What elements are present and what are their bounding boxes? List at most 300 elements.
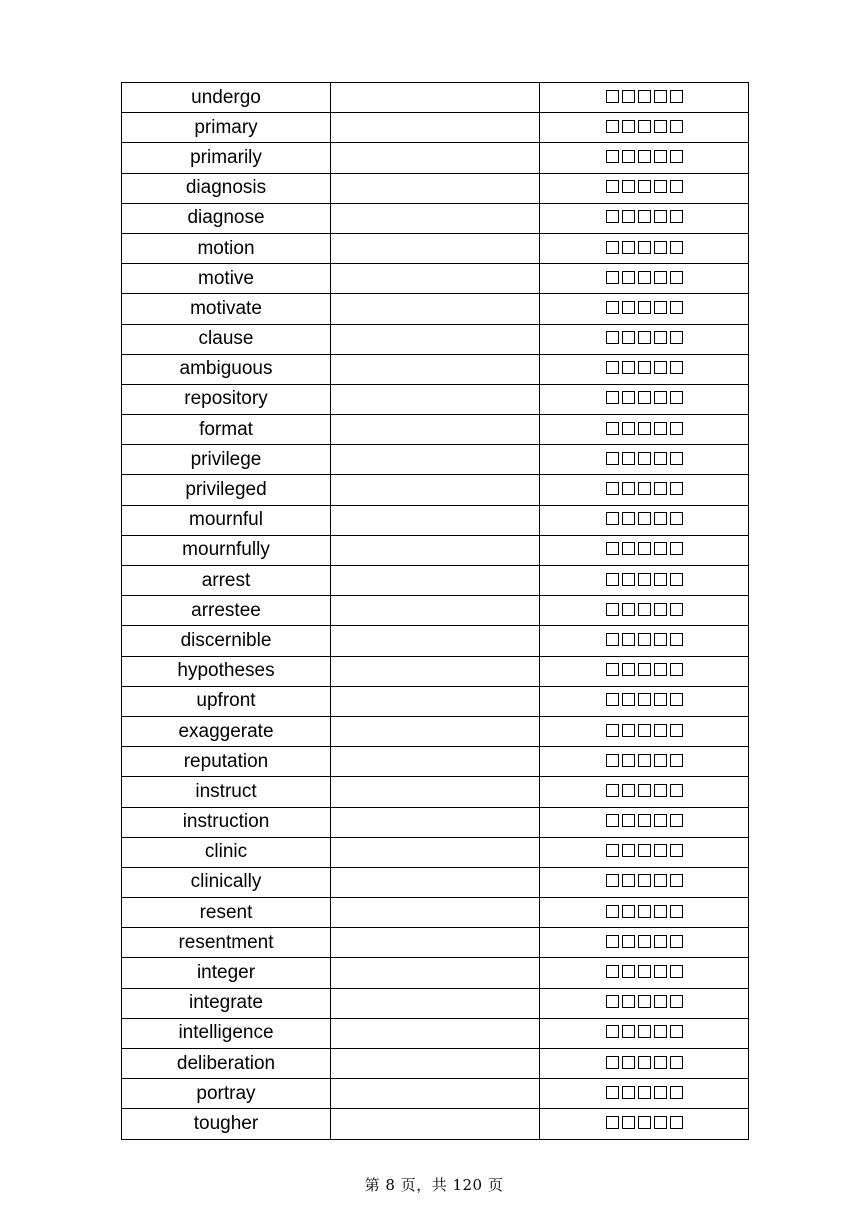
word-cell: undergo (122, 83, 331, 113)
checkbox-square (654, 905, 667, 918)
table-row (122, 777, 749, 807)
checkbox-square (622, 844, 635, 857)
checkbox-square (638, 1056, 651, 1069)
checkbox-square (622, 905, 635, 918)
table-row (122, 626, 749, 656)
checkbox-square (654, 1116, 667, 1129)
checkbox-square (670, 391, 683, 404)
checkbox-square (606, 391, 619, 404)
checkbox-square (654, 663, 667, 676)
checkbox-square (654, 90, 667, 103)
word-cell: mournfully (122, 535, 331, 565)
check-boxes (606, 1024, 683, 1040)
checkbox-square (638, 120, 651, 133)
check-boxes (606, 450, 683, 466)
meaning-cell (331, 415, 540, 445)
check-boxes (606, 269, 683, 285)
check-boxes-cell (540, 958, 749, 988)
meaning-cell (331, 354, 540, 384)
checkbox-square (638, 452, 651, 465)
checkbox-square (622, 391, 635, 404)
checkbox-square (654, 784, 667, 797)
word-cell: tougher (122, 1109, 331, 1139)
checkbox-square (622, 1056, 635, 1069)
checkbox-square (606, 935, 619, 948)
checkbox-square (638, 331, 651, 344)
check-boxes-cell (540, 837, 749, 867)
checkbox-square (606, 1025, 619, 1038)
meaning-cell (331, 988, 540, 1018)
check-boxes (606, 541, 683, 557)
table-row (122, 1109, 749, 1139)
checkbox-square (638, 935, 651, 948)
checkbox-square (622, 452, 635, 465)
checkbox-square (670, 422, 683, 435)
meaning-cell (331, 505, 540, 535)
checkbox-square (606, 210, 619, 223)
check-boxes (606, 88, 683, 104)
table-row (122, 264, 749, 294)
table-row (122, 505, 749, 535)
checkbox-square (670, 905, 683, 918)
checkbox-square (606, 784, 619, 797)
checkbox-square (638, 391, 651, 404)
checkbox-square (622, 150, 635, 163)
checkbox-square (638, 995, 651, 1008)
word-cell: arrest (122, 566, 331, 596)
checkbox-square (638, 874, 651, 887)
checkbox-square (654, 241, 667, 254)
check-boxes-cell (540, 656, 749, 686)
checkbox-square (654, 301, 667, 314)
checkbox-square (670, 271, 683, 284)
checkbox-square (606, 995, 619, 1008)
check-boxes-cell (540, 596, 749, 626)
checkbox-square (606, 422, 619, 435)
check-boxes (606, 964, 683, 980)
checkbox-square (622, 814, 635, 827)
checkbox-square (654, 361, 667, 374)
word-cell: motivate (122, 294, 331, 324)
check-boxes (606, 1114, 683, 1130)
word-cell: mournful (122, 505, 331, 535)
table-row (122, 294, 749, 324)
checkbox-square (670, 633, 683, 646)
checkbox-square (670, 301, 683, 314)
check-boxes-cell (540, 1109, 749, 1139)
checkbox-square (638, 1116, 651, 1129)
checkbox-square (670, 210, 683, 223)
checkbox-square (638, 663, 651, 676)
checkbox-square (622, 331, 635, 344)
check-boxes (606, 179, 683, 195)
checkbox-square (606, 241, 619, 254)
table-row (122, 354, 749, 384)
vocabulary-table-body (122, 83, 749, 1140)
word-cell: deliberation (122, 1049, 331, 1079)
check-boxes (606, 782, 683, 798)
checkbox-square (654, 1056, 667, 1069)
meaning-cell (331, 898, 540, 928)
checkbox-square (654, 1025, 667, 1038)
meaning-cell (331, 566, 540, 596)
word-cell: resentment (122, 928, 331, 958)
checkbox-square (606, 180, 619, 193)
check-boxes (606, 601, 683, 617)
checkbox-square (622, 573, 635, 586)
checkbox-square (606, 1086, 619, 1099)
checkbox-square (670, 1116, 683, 1129)
checkbox-square (606, 1056, 619, 1069)
checkbox-square (654, 542, 667, 555)
check-boxes-cell (540, 747, 749, 777)
checkbox-square (622, 180, 635, 193)
meaning-cell (331, 1018, 540, 1048)
page-number-footer: 第 8 页，共 120 页 (364, 1176, 504, 1194)
check-boxes (606, 752, 683, 768)
checkbox-square (606, 844, 619, 857)
checkbox-square (606, 874, 619, 887)
checkbox-square (606, 361, 619, 374)
checkbox-square (654, 995, 667, 1008)
check-boxes-cell (540, 324, 749, 354)
word-cell: primary (122, 113, 331, 143)
check-boxes (606, 692, 683, 708)
checkbox-square (670, 965, 683, 978)
check-boxes-cell (540, 354, 749, 384)
check-boxes (606, 390, 683, 406)
word-cell: clinic (122, 837, 331, 867)
meaning-cell (331, 233, 540, 263)
checkbox-square (638, 512, 651, 525)
checkbox-square (654, 603, 667, 616)
meaning-cell (331, 83, 540, 113)
check-boxes-cell (540, 233, 749, 263)
check-boxes-cell (540, 203, 749, 233)
table-row (122, 686, 749, 716)
meaning-cell (331, 777, 540, 807)
checkbox-square (622, 482, 635, 495)
table-row (122, 445, 749, 475)
checkbox-square (670, 814, 683, 827)
checkbox-square (622, 603, 635, 616)
table-row (122, 1049, 749, 1079)
check-boxes (606, 571, 683, 587)
table-row (122, 566, 749, 596)
checkbox-square (606, 724, 619, 737)
table-row (122, 867, 749, 897)
word-cell: discernible (122, 626, 331, 656)
meaning-cell (331, 264, 540, 294)
word-cell: arrestee (122, 596, 331, 626)
meaning-cell (331, 656, 540, 686)
meaning-cell (331, 143, 540, 173)
table-row (122, 324, 749, 354)
checkbox-square (606, 965, 619, 978)
checkbox-square (606, 1116, 619, 1129)
word-cell: integer (122, 958, 331, 988)
meaning-cell (331, 475, 540, 505)
check-boxes-cell (540, 445, 749, 475)
table-row (122, 535, 749, 565)
table-row (122, 596, 749, 626)
word-cell: upfront (122, 686, 331, 716)
check-boxes (606, 481, 683, 497)
table-row (122, 898, 749, 928)
meaning-cell (331, 747, 540, 777)
checkbox-square (606, 301, 619, 314)
word-cell: repository (122, 384, 331, 414)
checkbox-square (670, 482, 683, 495)
meaning-cell (331, 807, 540, 837)
word-cell: primarily (122, 143, 331, 173)
word-cell: exaggerate (122, 716, 331, 746)
checkbox-square (622, 361, 635, 374)
meaning-cell (331, 445, 540, 475)
checkbox-square (606, 603, 619, 616)
meaning-cell (331, 716, 540, 746)
checkbox-square (638, 965, 651, 978)
word-cell: diagnose (122, 203, 331, 233)
checkbox-square (670, 512, 683, 525)
check-boxes-cell (540, 626, 749, 656)
checkbox-square (670, 331, 683, 344)
check-boxes-cell (540, 143, 749, 173)
checkbox-square (622, 271, 635, 284)
word-cell: reputation (122, 747, 331, 777)
checkbox-square (670, 754, 683, 767)
meaning-cell (331, 928, 540, 958)
check-boxes (606, 1084, 683, 1100)
checkbox-square (606, 905, 619, 918)
checkbox-square (606, 814, 619, 827)
checkbox-square (670, 542, 683, 555)
checkbox-square (622, 874, 635, 887)
checkbox-square (654, 180, 667, 193)
check-boxes (606, 511, 683, 527)
check-boxes (606, 903, 683, 919)
checkbox-square (670, 874, 683, 887)
check-boxes-cell (540, 505, 749, 535)
word-cell: motive (122, 264, 331, 294)
table-row (122, 807, 749, 837)
checkbox-square (622, 1116, 635, 1129)
checkbox-square (670, 603, 683, 616)
meaning-cell (331, 837, 540, 867)
word-cell: resent (122, 898, 331, 928)
checkbox-square (670, 935, 683, 948)
meaning-cell (331, 384, 540, 414)
checkbox-square (606, 663, 619, 676)
checkbox-square (654, 1086, 667, 1099)
table-row (122, 83, 749, 113)
check-boxes-cell (540, 988, 749, 1018)
checkbox-square (670, 784, 683, 797)
checkbox-square (606, 482, 619, 495)
word-cell: integrate (122, 988, 331, 1018)
checkbox-square (622, 633, 635, 646)
checkbox-square (638, 542, 651, 555)
checkbox-square (622, 120, 635, 133)
checkbox-square (638, 1025, 651, 1038)
check-boxes (606, 209, 683, 225)
check-boxes-cell (540, 807, 749, 837)
checkbox-square (638, 271, 651, 284)
checkbox-square (654, 422, 667, 435)
table-row (122, 173, 749, 203)
check-boxes (606, 722, 683, 738)
checkbox-square (654, 965, 667, 978)
word-cell: privilege (122, 445, 331, 475)
table-row (122, 837, 749, 867)
table-row (122, 475, 749, 505)
checkbox-square (638, 301, 651, 314)
checkbox-square (622, 301, 635, 314)
checkbox-square (670, 150, 683, 163)
table-row (122, 1018, 749, 1048)
checkbox-square (670, 361, 683, 374)
checkbox-square (670, 1086, 683, 1099)
checkbox-square (622, 935, 635, 948)
checkbox-square (670, 1025, 683, 1038)
checkbox-square (622, 724, 635, 737)
table-row (122, 384, 749, 414)
checkbox-square (638, 603, 651, 616)
check-boxes-cell (540, 898, 749, 928)
check-boxes-cell (540, 384, 749, 414)
checkbox-square (638, 784, 651, 797)
word-cell: privileged (122, 475, 331, 505)
table-row (122, 143, 749, 173)
checkbox-square (670, 573, 683, 586)
check-boxes (606, 631, 683, 647)
check-boxes (606, 873, 683, 889)
checkbox-square (638, 90, 651, 103)
checkbox-square (654, 482, 667, 495)
checkbox-square (670, 724, 683, 737)
checkbox-square (622, 965, 635, 978)
vocabulary-table (121, 82, 749, 1140)
check-boxes (606, 662, 683, 678)
checkbox-square (654, 935, 667, 948)
checkbox-square (622, 754, 635, 767)
table-row (122, 656, 749, 686)
check-boxes-cell (540, 173, 749, 203)
checkbox-square (622, 241, 635, 254)
checkbox-square (622, 542, 635, 555)
checkbox-square (638, 573, 651, 586)
meaning-cell (331, 203, 540, 233)
checkbox-square (606, 452, 619, 465)
word-cell: clinically (122, 867, 331, 897)
meaning-cell (331, 324, 540, 354)
checkbox-square (638, 754, 651, 767)
checkbox-square (638, 150, 651, 163)
table-row (122, 928, 749, 958)
check-boxes-cell (540, 867, 749, 897)
checkbox-square (622, 90, 635, 103)
checkbox-square (622, 784, 635, 797)
checkbox-square (638, 814, 651, 827)
table-row (122, 988, 749, 1018)
check-boxes-cell (540, 566, 749, 596)
table-row (122, 113, 749, 143)
table-row (122, 415, 749, 445)
meaning-cell (331, 173, 540, 203)
checkbox-square (654, 693, 667, 706)
checkbox-square (654, 512, 667, 525)
check-boxes (606, 420, 683, 436)
check-boxes (606, 299, 683, 315)
checkbox-square (622, 663, 635, 676)
meaning-cell (331, 535, 540, 565)
check-boxes-cell (540, 113, 749, 143)
check-boxes-cell (540, 535, 749, 565)
checkbox-square (606, 693, 619, 706)
checkbox-square (638, 210, 651, 223)
checkbox-square (654, 452, 667, 465)
word-cell: intelligence (122, 1018, 331, 1048)
checkbox-square (622, 512, 635, 525)
table-row (122, 958, 749, 988)
table-row (122, 716, 749, 746)
check-boxes-cell (540, 83, 749, 113)
checkbox-square (638, 482, 651, 495)
checkbox-square (638, 1086, 651, 1099)
meaning-cell (331, 686, 540, 716)
checkbox-square (638, 422, 651, 435)
meaning-cell (331, 1079, 540, 1109)
check-boxes (606, 813, 683, 829)
checkbox-square (606, 331, 619, 344)
checkbox-square (638, 693, 651, 706)
meaning-cell (331, 626, 540, 656)
word-cell: clause (122, 324, 331, 354)
check-boxes-cell (540, 928, 749, 958)
checkbox-square (606, 633, 619, 646)
checkbox-square (654, 210, 667, 223)
checkbox-square (670, 180, 683, 193)
checkbox-square (606, 120, 619, 133)
table-row (122, 203, 749, 233)
checkbox-square (654, 814, 667, 827)
checkbox-square (654, 391, 667, 404)
checkbox-square (670, 90, 683, 103)
word-cell: instruction (122, 807, 331, 837)
table-row (122, 233, 749, 263)
check-boxes (606, 1054, 683, 1070)
checkbox-square (670, 693, 683, 706)
check-boxes-cell (540, 415, 749, 445)
check-boxes-cell (540, 716, 749, 746)
checkbox-square (638, 724, 651, 737)
checkbox-square (638, 180, 651, 193)
checkbox-square (654, 754, 667, 767)
meaning-cell (331, 1049, 540, 1079)
check-boxes (606, 148, 683, 164)
checkbox-square (654, 874, 667, 887)
checkbox-square (670, 241, 683, 254)
meaning-cell (331, 596, 540, 626)
checkbox-square (606, 90, 619, 103)
checkbox-square (606, 271, 619, 284)
check-boxes (606, 330, 683, 346)
checkbox-square (606, 542, 619, 555)
check-boxes-cell (540, 1018, 749, 1048)
checkbox-square (606, 512, 619, 525)
word-cell: portray (122, 1079, 331, 1109)
checkbox-square (670, 452, 683, 465)
